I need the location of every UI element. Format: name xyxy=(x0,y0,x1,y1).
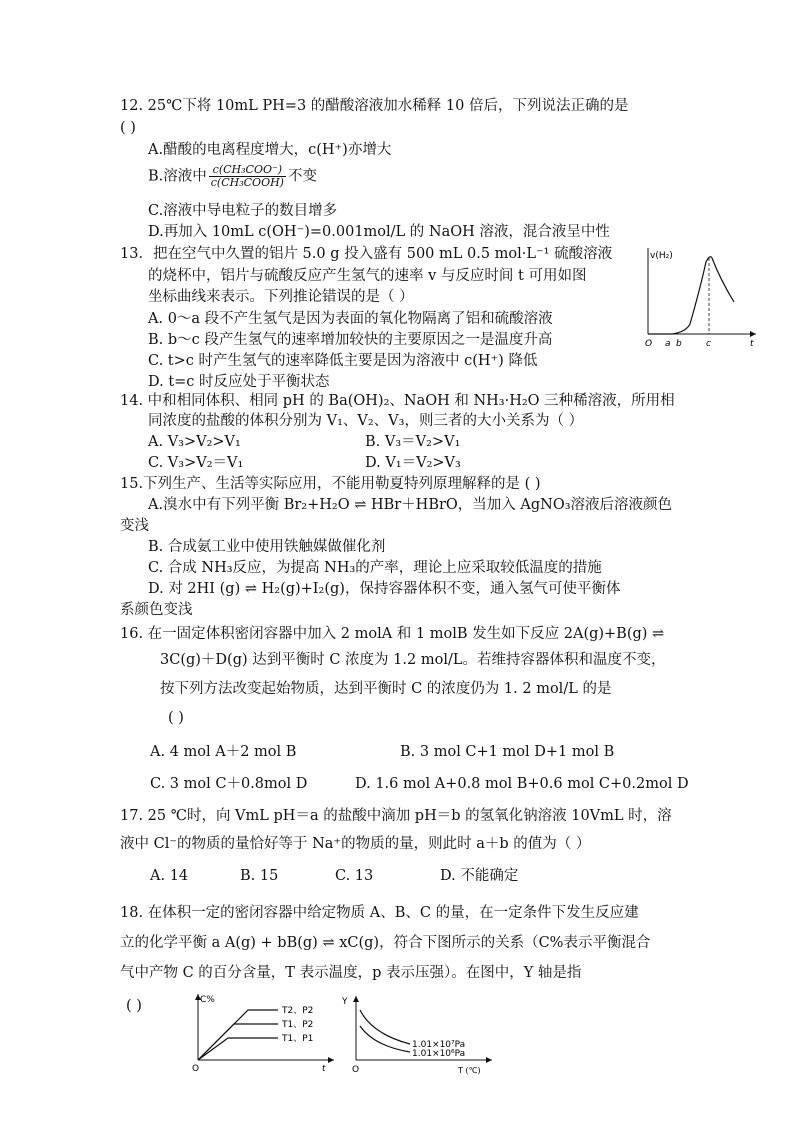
q13-graph-xlabel: t xyxy=(750,339,754,349)
q18-g1-xlabel: t xyxy=(322,1064,326,1074)
q13-option-a: A. 0～a 段不产生氢气是因为表面的氧化物隔离了铝和硫酸溶液 xyxy=(148,311,553,327)
q18-graph-2 xyxy=(340,990,496,1076)
q18-line-3: 气中产物 C 的百分含量，T 表示温度，p 表示压强）。在图中，Y 轴是指 xyxy=(120,965,582,981)
q15-option-b: B. 合成氨工业中使用铁触媒做催化剂 xyxy=(148,539,386,555)
q18-line-2: 立的化学平衡 a A(g) + bB(g) ⇌ xC(g)，符合下图所示的关系（C%表示平衡混合 xyxy=(120,935,651,951)
q15-option-a-line-1: A.溴水中有下列平衡 Br₂+H₂O ⇌ HBr＋HBrO，当加入 AgNO₃溶液后溶液颜色 xyxy=(148,497,673,513)
q16-line-2: 3C(g)＋D(g) 达到平衡时 C 浓度为 1.2 mol/L。若维持容器体积和温度不变， xyxy=(160,652,666,668)
q13-tick-b: b xyxy=(676,339,682,349)
q16-option-c: C. 3 mol C＋0.8mol D xyxy=(150,776,308,792)
q17-line-2: 液中 Cl⁻的物质的量恰好等于 Na⁺的物质的量，则此时 a＋b 的值为（ ） xyxy=(120,836,591,852)
q12-option-b xyxy=(148,164,317,189)
q18-g1-origin: O xyxy=(192,1064,200,1074)
q18-g2-series-2: 1.01×10⁶Pa xyxy=(412,1049,466,1059)
q13-rate-curve xyxy=(648,257,734,334)
q13-option-b: B. b～c 段产生氢气的速率增加较快的主要原因之一是温度升高 xyxy=(148,332,553,348)
q13-option-d: D. t=c 时反应处于平衡状态 xyxy=(148,374,330,390)
q13-x-arrow xyxy=(750,331,756,337)
q18-g2-ylabel: Y xyxy=(342,997,348,1007)
q15-option-a-line-2: 变浅 xyxy=(120,518,149,534)
q16-line-3: 按下列方法改变起始物质，达到平衡时 C 的浓度仍为 1. 2 mol/L 的是 xyxy=(160,681,612,697)
q15-option-c: C. 合成 NH₃反应，为提高 NH₃的产率，理论上应采取较低温度的措施 xyxy=(148,560,602,576)
q18-g1-x-arrow xyxy=(328,1057,334,1063)
q18-g1-ylabel: C% xyxy=(200,995,215,1005)
q13-rate-graph xyxy=(638,244,760,350)
q17-option-b: B. 15 xyxy=(240,868,279,884)
q18-g2-y-arrow xyxy=(353,996,359,1002)
q16-blank: ( ) xyxy=(168,710,184,726)
q16-option-d: D. 1.6 mol A+0.8 mol B+0.6 mol C+0.2mol D xyxy=(355,776,689,792)
q12-blank: ( ) xyxy=(120,120,136,136)
q18-g1-curve-t2p2 xyxy=(198,1010,278,1060)
q17-line-1: 17. 25 ℃时，向 VmL pH＝a 的盐酸中滴加 pH＝b 的氢氧化钠溶液 10VmL 时，溶 xyxy=(120,808,672,824)
q18-g1-series-3: T1、P1 xyxy=(282,1034,314,1044)
q16-option-a: A. 4 mol A＋2 mol B xyxy=(150,744,297,760)
q13-line-2: 的烧杯中，铝片与硫酸反应产生氢气的速率 v 与反应时间 t 可用如图 xyxy=(148,268,587,284)
q12-option-d: D.再加入 10mL c(OH⁻)=0.001mol/L 的 NaOH 溶液，混合液呈中性 xyxy=(148,224,610,240)
q18-g1-curve-t1p1 xyxy=(198,1038,278,1060)
q13-line-3: 坐标曲线来表示。下列推论错误的是（ ） xyxy=(148,289,414,305)
q12-stem: 12. 25℃下将 10mL PH=3 的醋酸溶液加水稀释 10 倍后，下列说法正确的是 xyxy=(120,98,629,114)
q12-fraction xyxy=(209,164,286,189)
q17-option-c: C. 13 xyxy=(335,868,374,884)
q12-fraction-denominator: c(CH₃COOH) xyxy=(210,176,284,189)
q13-option-c: C. t>c 时产生氢气的速率降低主要是因为溶液中 c(H⁺) 降低 xyxy=(148,353,538,369)
q13-line-1: 13．把在空气中久置的铝片 5.0 g 投入盛有 500 mL 0.5 mol·L⁻¹ 硫酸溶液 xyxy=(120,246,613,262)
q13-graph-origin: O xyxy=(645,339,653,349)
q15-option-d-line-1: D. 对 2HI (g) ⇌ H₂(g)+I₂(g)，保持容器体积不变，通入氢气可使平衡体 xyxy=(148,581,621,597)
q18-blank: ( ) xyxy=(126,998,142,1014)
q18-g2-series-1: 1.01×10⁷Pa xyxy=(412,1040,466,1050)
q18-g2-x-arrow xyxy=(486,1057,492,1063)
q18-g1-series-1: T2、P2 xyxy=(282,1006,314,1016)
q18-g2-origin: O xyxy=(352,1065,360,1075)
q12-option-b-suffix: 不变 xyxy=(287,168,317,185)
q13-graph-ylabel: v(H₂) xyxy=(650,251,673,261)
q12-option-c: C.溶液中导电粒子的数目增多 xyxy=(148,203,338,219)
q14-option-c: C. V₃>V₂＝V₁ xyxy=(148,455,244,471)
q14-option-a: A. V₃>V₂>V₁ xyxy=(148,434,241,450)
q12-fraction-numerator: c(CH₃COO⁻) xyxy=(209,164,286,177)
q16-line-1: 16. 在一固定体积密闭容器中加入 2 molA 和 1 molB 发生如下反应 2A(g)+B(g) ⇌ xyxy=(120,626,665,642)
q18-g2-curve-1e6 xyxy=(360,1026,410,1052)
q14-option-d: D. V₁＝V₂>V₃ xyxy=(365,455,461,471)
q18-graph-1 xyxy=(186,990,338,1074)
q14-line-2: 同浓度的盐酸的体积分别为 V₁、V₂、V₃，则三者的大小关系为（ ） xyxy=(148,413,584,429)
q17-option-d: D. 不能确定 xyxy=(440,868,519,884)
q13-tick-c: c xyxy=(706,339,711,349)
q16-option-b: B. 3 mol C+1 mol D+1 mol B xyxy=(400,744,615,760)
q18-g2-curve-1e7 xyxy=(360,1010,410,1044)
q17-option-a: A. 14 xyxy=(150,868,189,884)
q14-line-1: 14. 中和相同体积、相同 pH 的 Ba(OH)₂、NaOH 和 NH₃·H₂O 三种稀溶液，所用相 xyxy=(120,393,675,409)
q14-option-b: B. V₃＝V₂>V₁ xyxy=(365,434,461,450)
q12-option-b-prefix: B.溶液中 xyxy=(148,168,207,185)
q13-tick-a: a xyxy=(665,339,671,349)
q18-g1-curve-t1p2 xyxy=(198,1024,278,1060)
q15-stem: 15.下列生产、生活等实际应用，不能用勒夏特列原理解释的是 ( ) xyxy=(120,476,541,492)
q18-g1-series-2: T1、P2 xyxy=(282,1020,314,1030)
q18-line-1: 18. 在体积一定的密闭容器中给定物质 A、B、C 的量，在一定条件下发生反应建 xyxy=(120,905,639,921)
q12-option-a: A.醋酸的电离程度增大，c(H⁺)亦增大 xyxy=(148,142,392,158)
q18-g2-xlabel: T (℃) xyxy=(458,1066,481,1075)
q15-option-d-line-2: 系颜色变浅 xyxy=(120,602,193,618)
